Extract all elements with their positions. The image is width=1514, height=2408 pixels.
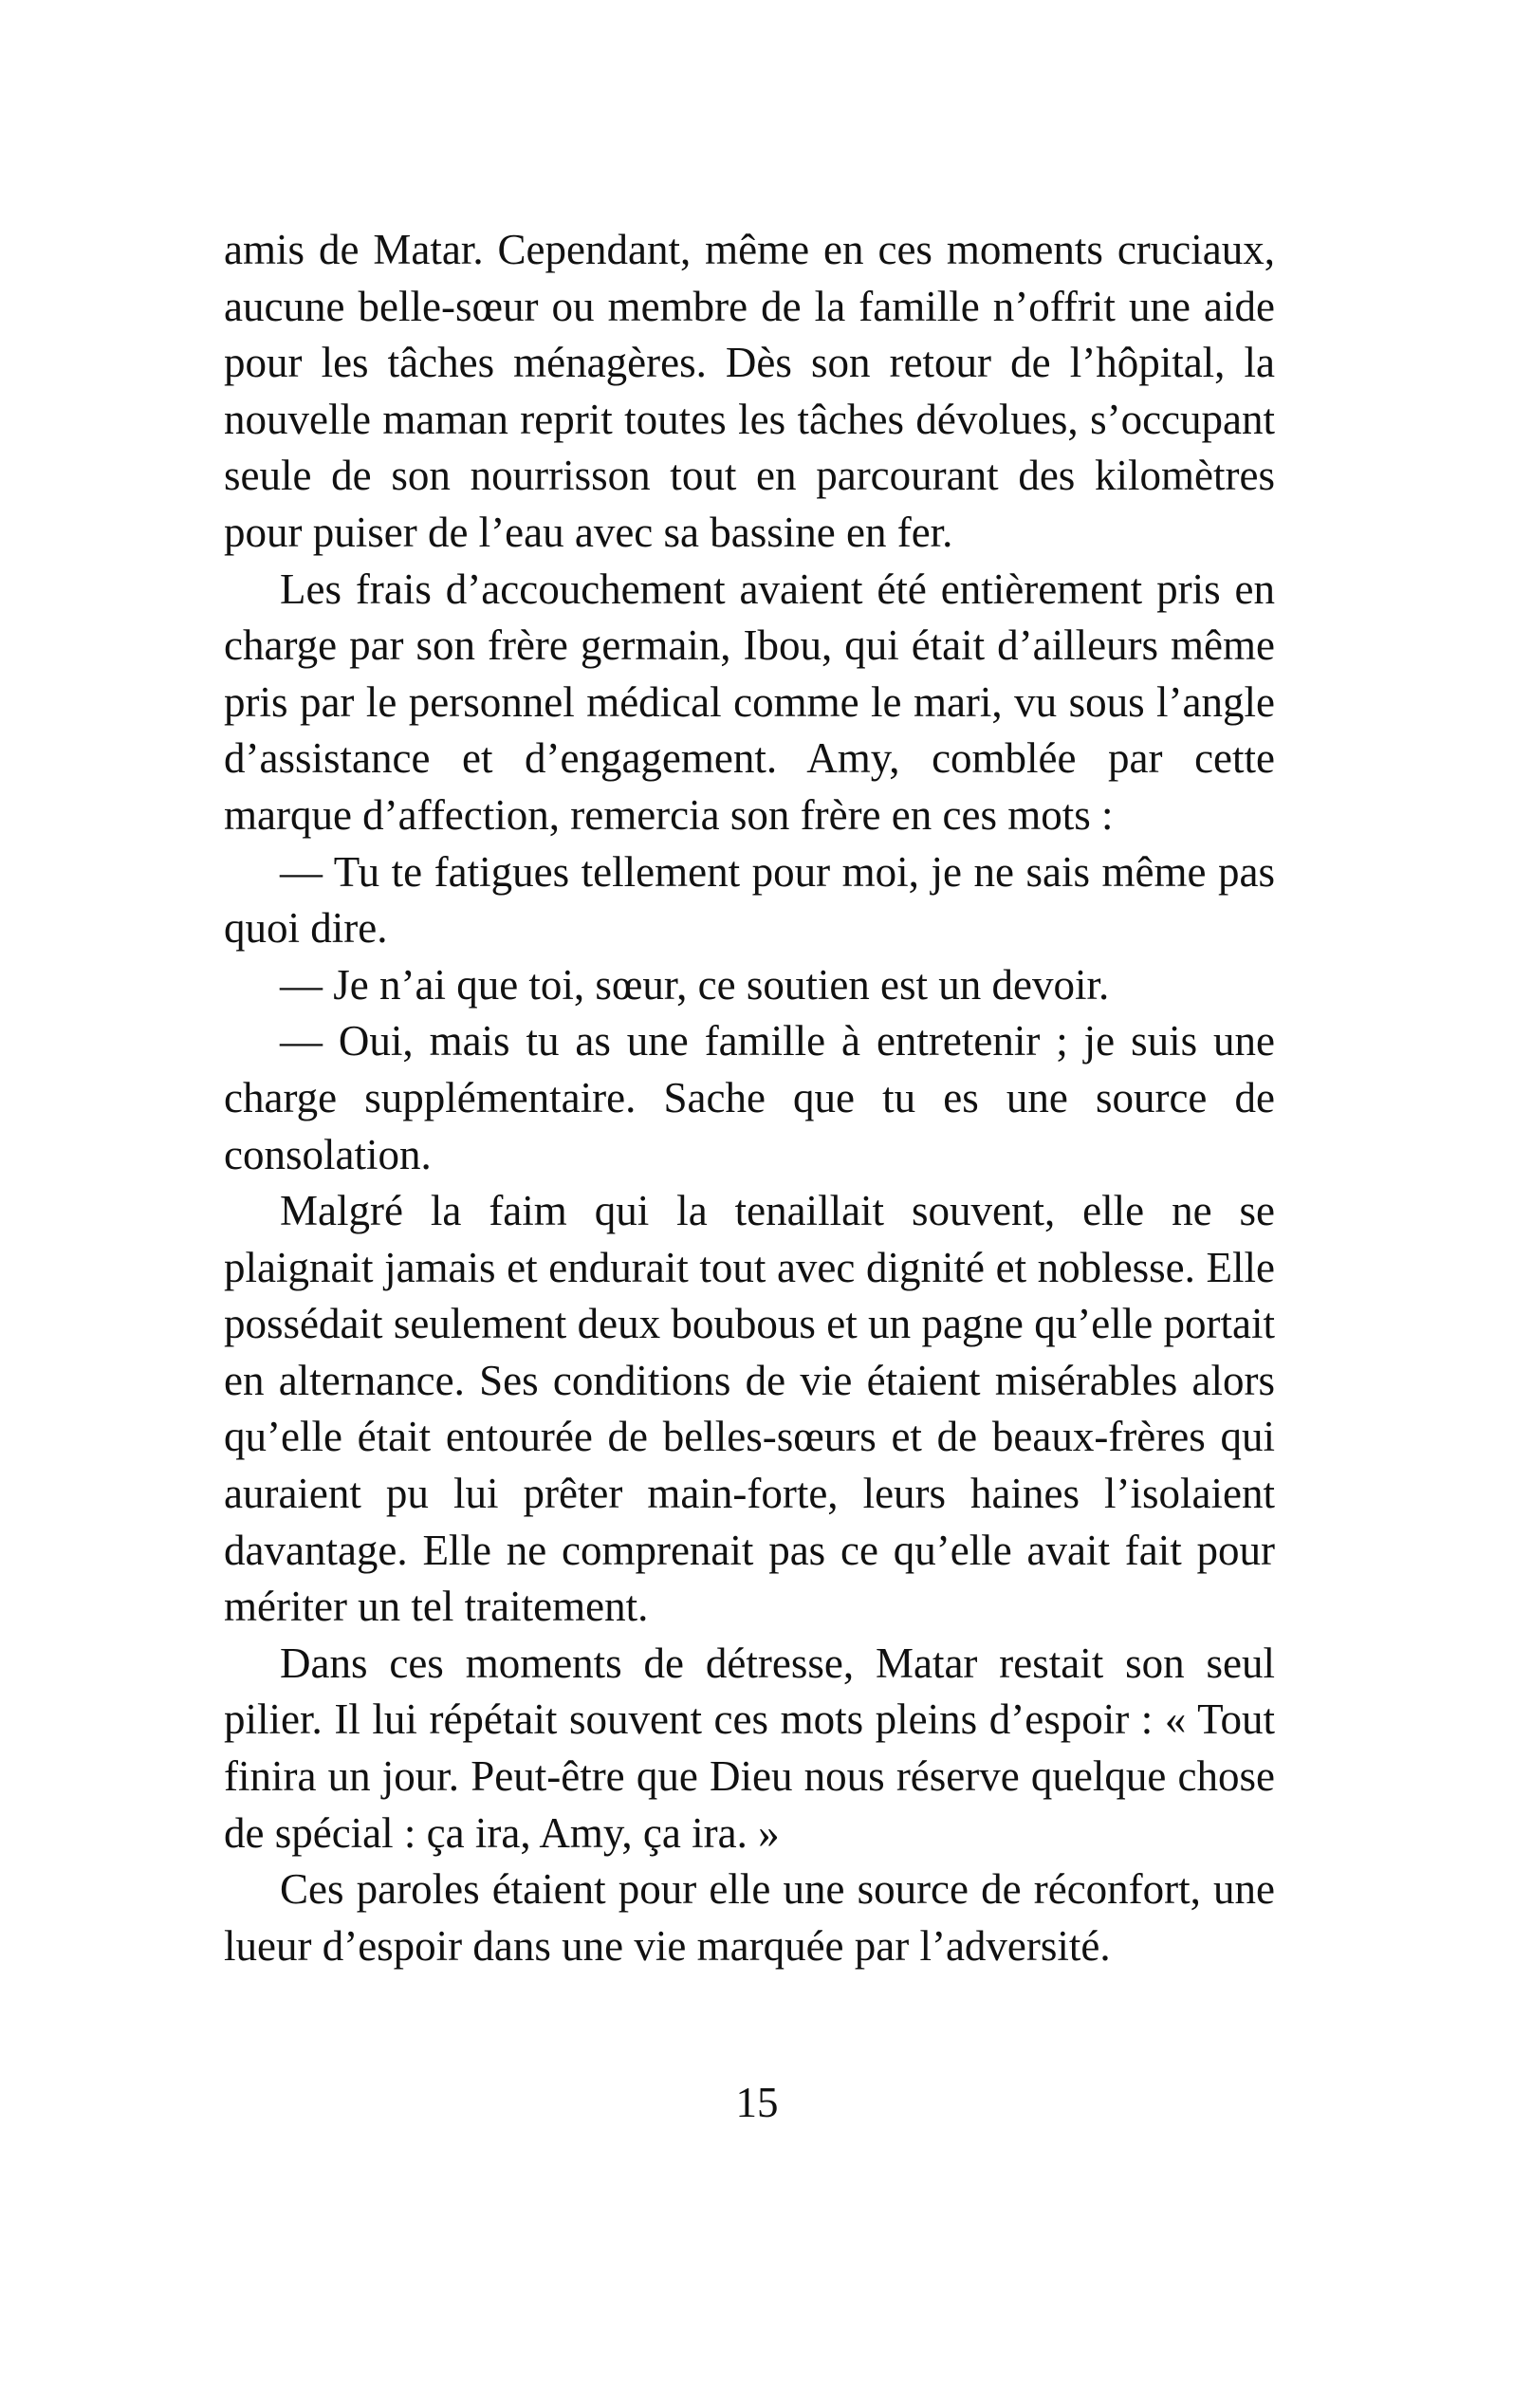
paragraph: Ces paroles étaient pour elle une source de réconfort, une lueur d’espoir dans une vie marquée par l’adversité. [224, 1865, 1275, 1970]
page-body-text [224, 222, 1275, 1974]
dialogue-line: — Tu te fatigues tellement pour moi, je ne sais même pas quoi dire. [224, 847, 1275, 953]
paragraph-continuation: amis de Matar. Cependant, même en ces moments cruciaux, aucune belle-sœur ou membre de la famille n’offrit une aide pour les tâches ménagères. Dès son retour de l’hôpital, la nouvelle maman reprit toutes les tâches dévolues, s’occupant seule de son nourrisson tout en parcourant des kilomètres pour puiser de l’eau avec sa bassine en fer. [224, 226, 1275, 556]
dialogue-line: — Je n’ai que toi, sœur, ce soutien est un devoir. [280, 960, 1110, 1009]
page-number: 15 [735, 2079, 779, 2126]
paragraph: Les frais d’accouchement avaient été entièrement pris en charge par son frère germain, Ibou, qui était d’ailleurs même pris par le personnel médical comme le mari, vu sous l’angle d’assistance et d’engagement. Amy, comblée par cette marque d’affection, remercia son frère en ces mots : [224, 565, 1275, 839]
paragraph: Dans ces moments de détresse, Matar restait son seul pilier. Il lui répétait souvent ces mots pleins d’espoir : « Tout finira un jour. Peut-être que Dieu nous réserve quelque chose de spécial : ça ira, Amy, ça ira. » [224, 1639, 1275, 1857]
paragraph: Malgré la faim qui la tenaillait souvent, elle ne se plaignait jamais et endurait tout avec dignité et noblesse. Elle possédait seulement deux boubous et un pagne qu’elle portait en alternance. Ses conditions de vie étaient misérables alors qu’elle était entourée de belles-sœurs et de beaux-frères qui auraient pu lui prêter main-forte, leurs haines l’isolaient davantage. Elle ne comprenait pas ce qu’elle avait fait pour mériter un tel traitement. [224, 1187, 1275, 1631]
dialogue-line: — Oui, mais tu as une famille à entretenir ; je suis une charge supplémentaire. Sache que tu es une source de consolation. [224, 1017, 1275, 1178]
